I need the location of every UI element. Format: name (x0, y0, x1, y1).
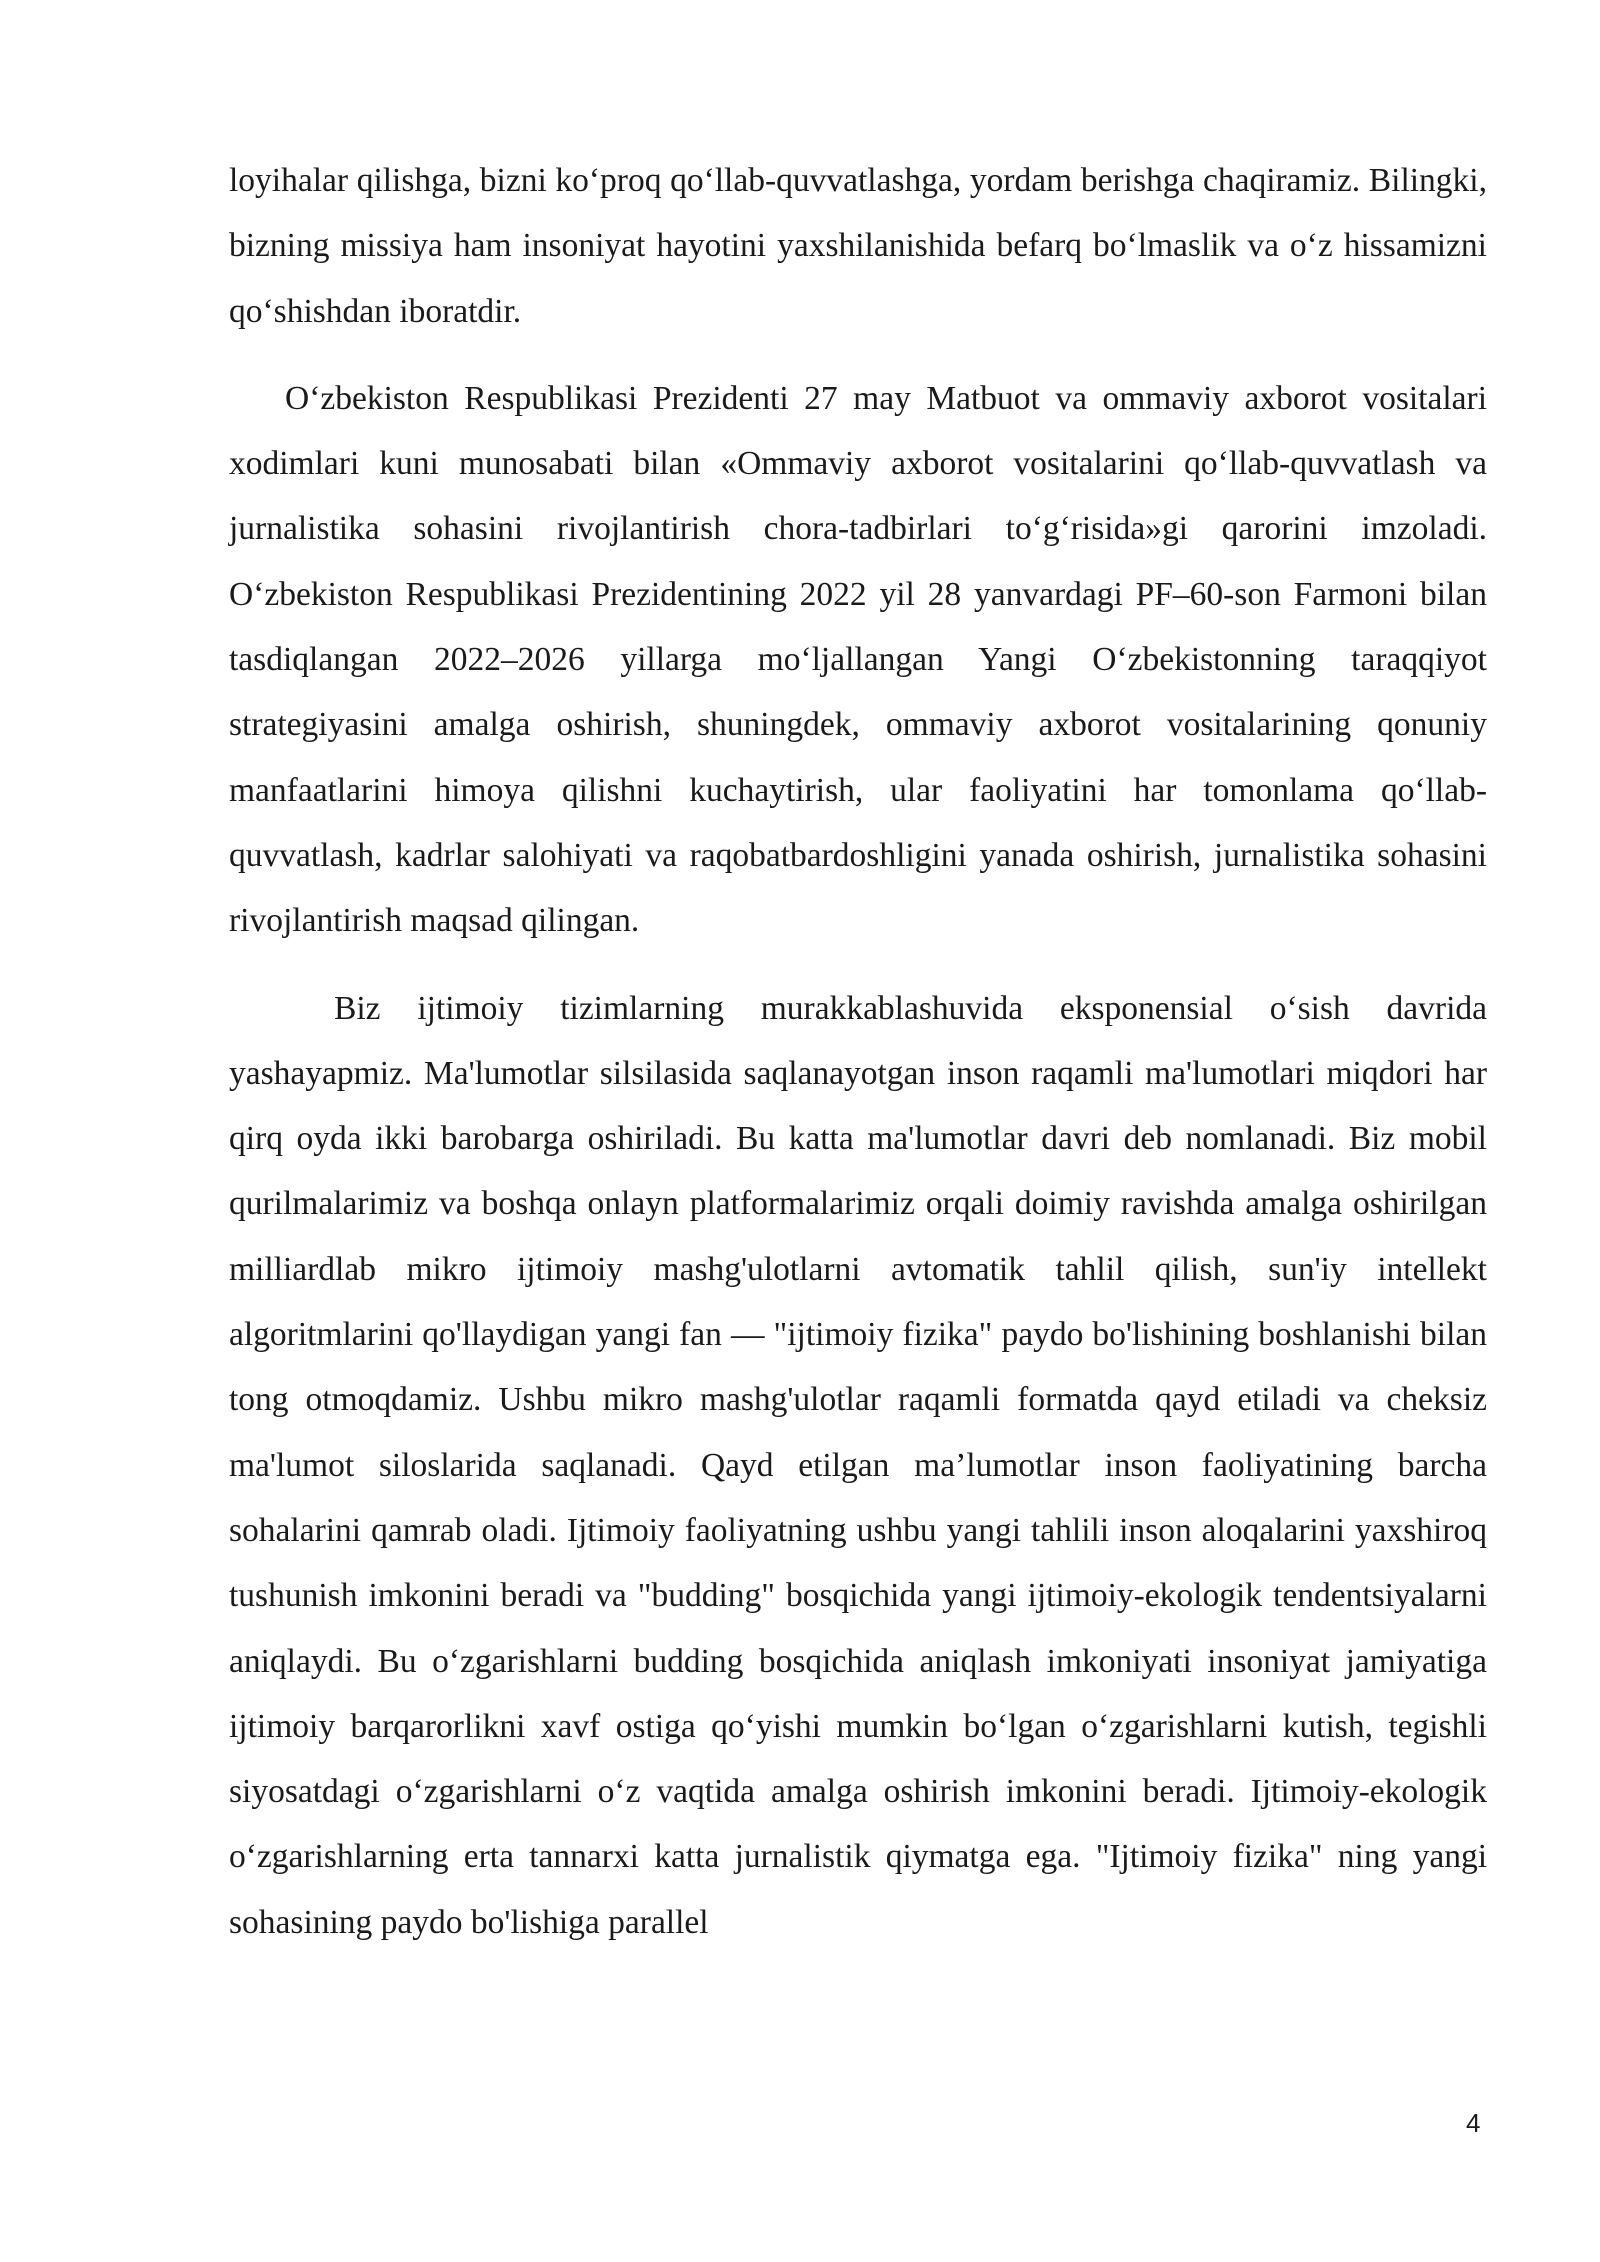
paragraph-2: O‘zbekiston Respublikasi Prezidenti 27 may Matbuot va ommaviy axborot vositalari xodimlari kuni munosabati bilan «Ommaviy axborot vositalarini qo‘llab-quvvatlash va jurnalistika sohasini rivojlantirish chora-tadbirlari to‘g‘risida»gi qarorini imzoladi. O‘zbekiston Respublikasi Prezidentining 2022 yil 28 yanvardagi PF–60-son Farmoni bilan tasdiqlangan 2022–2026 yillarga mo‘ljallangan Yangi O‘zbekistonning taraqqiyot strategiyasini amalga oshirish, shuningdek, ommaviy axborot vositalarining qonuniy manfaatlarini himoya qilishni kuchaytirish, ular faoliyatini har tomonlama qo‘llab-quvvatlash, kadrlar salohiyati va raqobatbardoshligini yanada oshirish, jurnalistika sohasini rivojlantirish maqsad qilingan. (229, 379, 1487, 940)
paragraph-1: loyihalar qilishga, bizni ko‘proq qo‘llab-quvvatlashga, yordam berishga chaqiramiz. Bilingki, bizning missiya ham insoniyat hayotini yaxshilanishida befarq bo‘lmaslik va o‘z hissamizni qo‘shishdan iboratdir. (229, 162, 1487, 330)
document-body (229, 148, 1487, 1955)
paragraph-3: Biz ijtimoiy tizimlarning murakkablashuvida eksponensial o‘sish davrida yashayapmiz. Ma'lumotlar silsilasida saqlanayotgan inson raqamli ma'lumotlari miqdori har qirq oyda ikki barobarga oshiriladi. Bu katta ma'lumotlar davri deb nomlanadi. Biz mobil qurilmalarimiz va boshqa onlayn platformalarimiz orqali doimiy ravishda amalga oshirilgan milliardlab mikro ijtimoiy mashg'ulotlarni avtomatik tahlil qilish, sun'iy intellekt algoritmlarini qo'llaydigan yangi fan — "ijtimoiy fizika" paydo bo'lishining boshlanishi bilan tong otmoqdamiz. Ushbu mikro mashg'ulotlar raqamli formatda qayd etiladi va cheksiz ma'lumot siloslarida saqlanadi. Qayd etilgan ma’lumotlar inson faoliyatining barcha sohalarini qamrab oladi. Ijtimoiy faoliyatning ushbu yangi tahlili inson aloqalarini yaxshiroq tushunish imkonini beradi va "budding" bosqichida yangi ijtimoiy-ekologik tendentsiyalarni aniqlaydi. Bu o‘zgarishlarni budding bosqichida aniqlash imkoniyati insoniyat jamiyatiga ijtimoiy barqarorlikni xavf ostiga qo‘yishi mumkin bo‘lgan o‘zgarishlarni kutish, tegishli siyosatdagi o‘zgarishlarni o‘z vaqtida amalga oshirish imkonini beradi. Ijtimoiy-ekologik o‘zgarishlarning erta tannarxi katta jurnalistik qiymatga ega. "Ijtimoiy fizika" ning yangi sohasining paydo bo'lishiga parallel (229, 989, 1487, 1941)
page-number: 4 (1466, 2108, 1481, 2138)
